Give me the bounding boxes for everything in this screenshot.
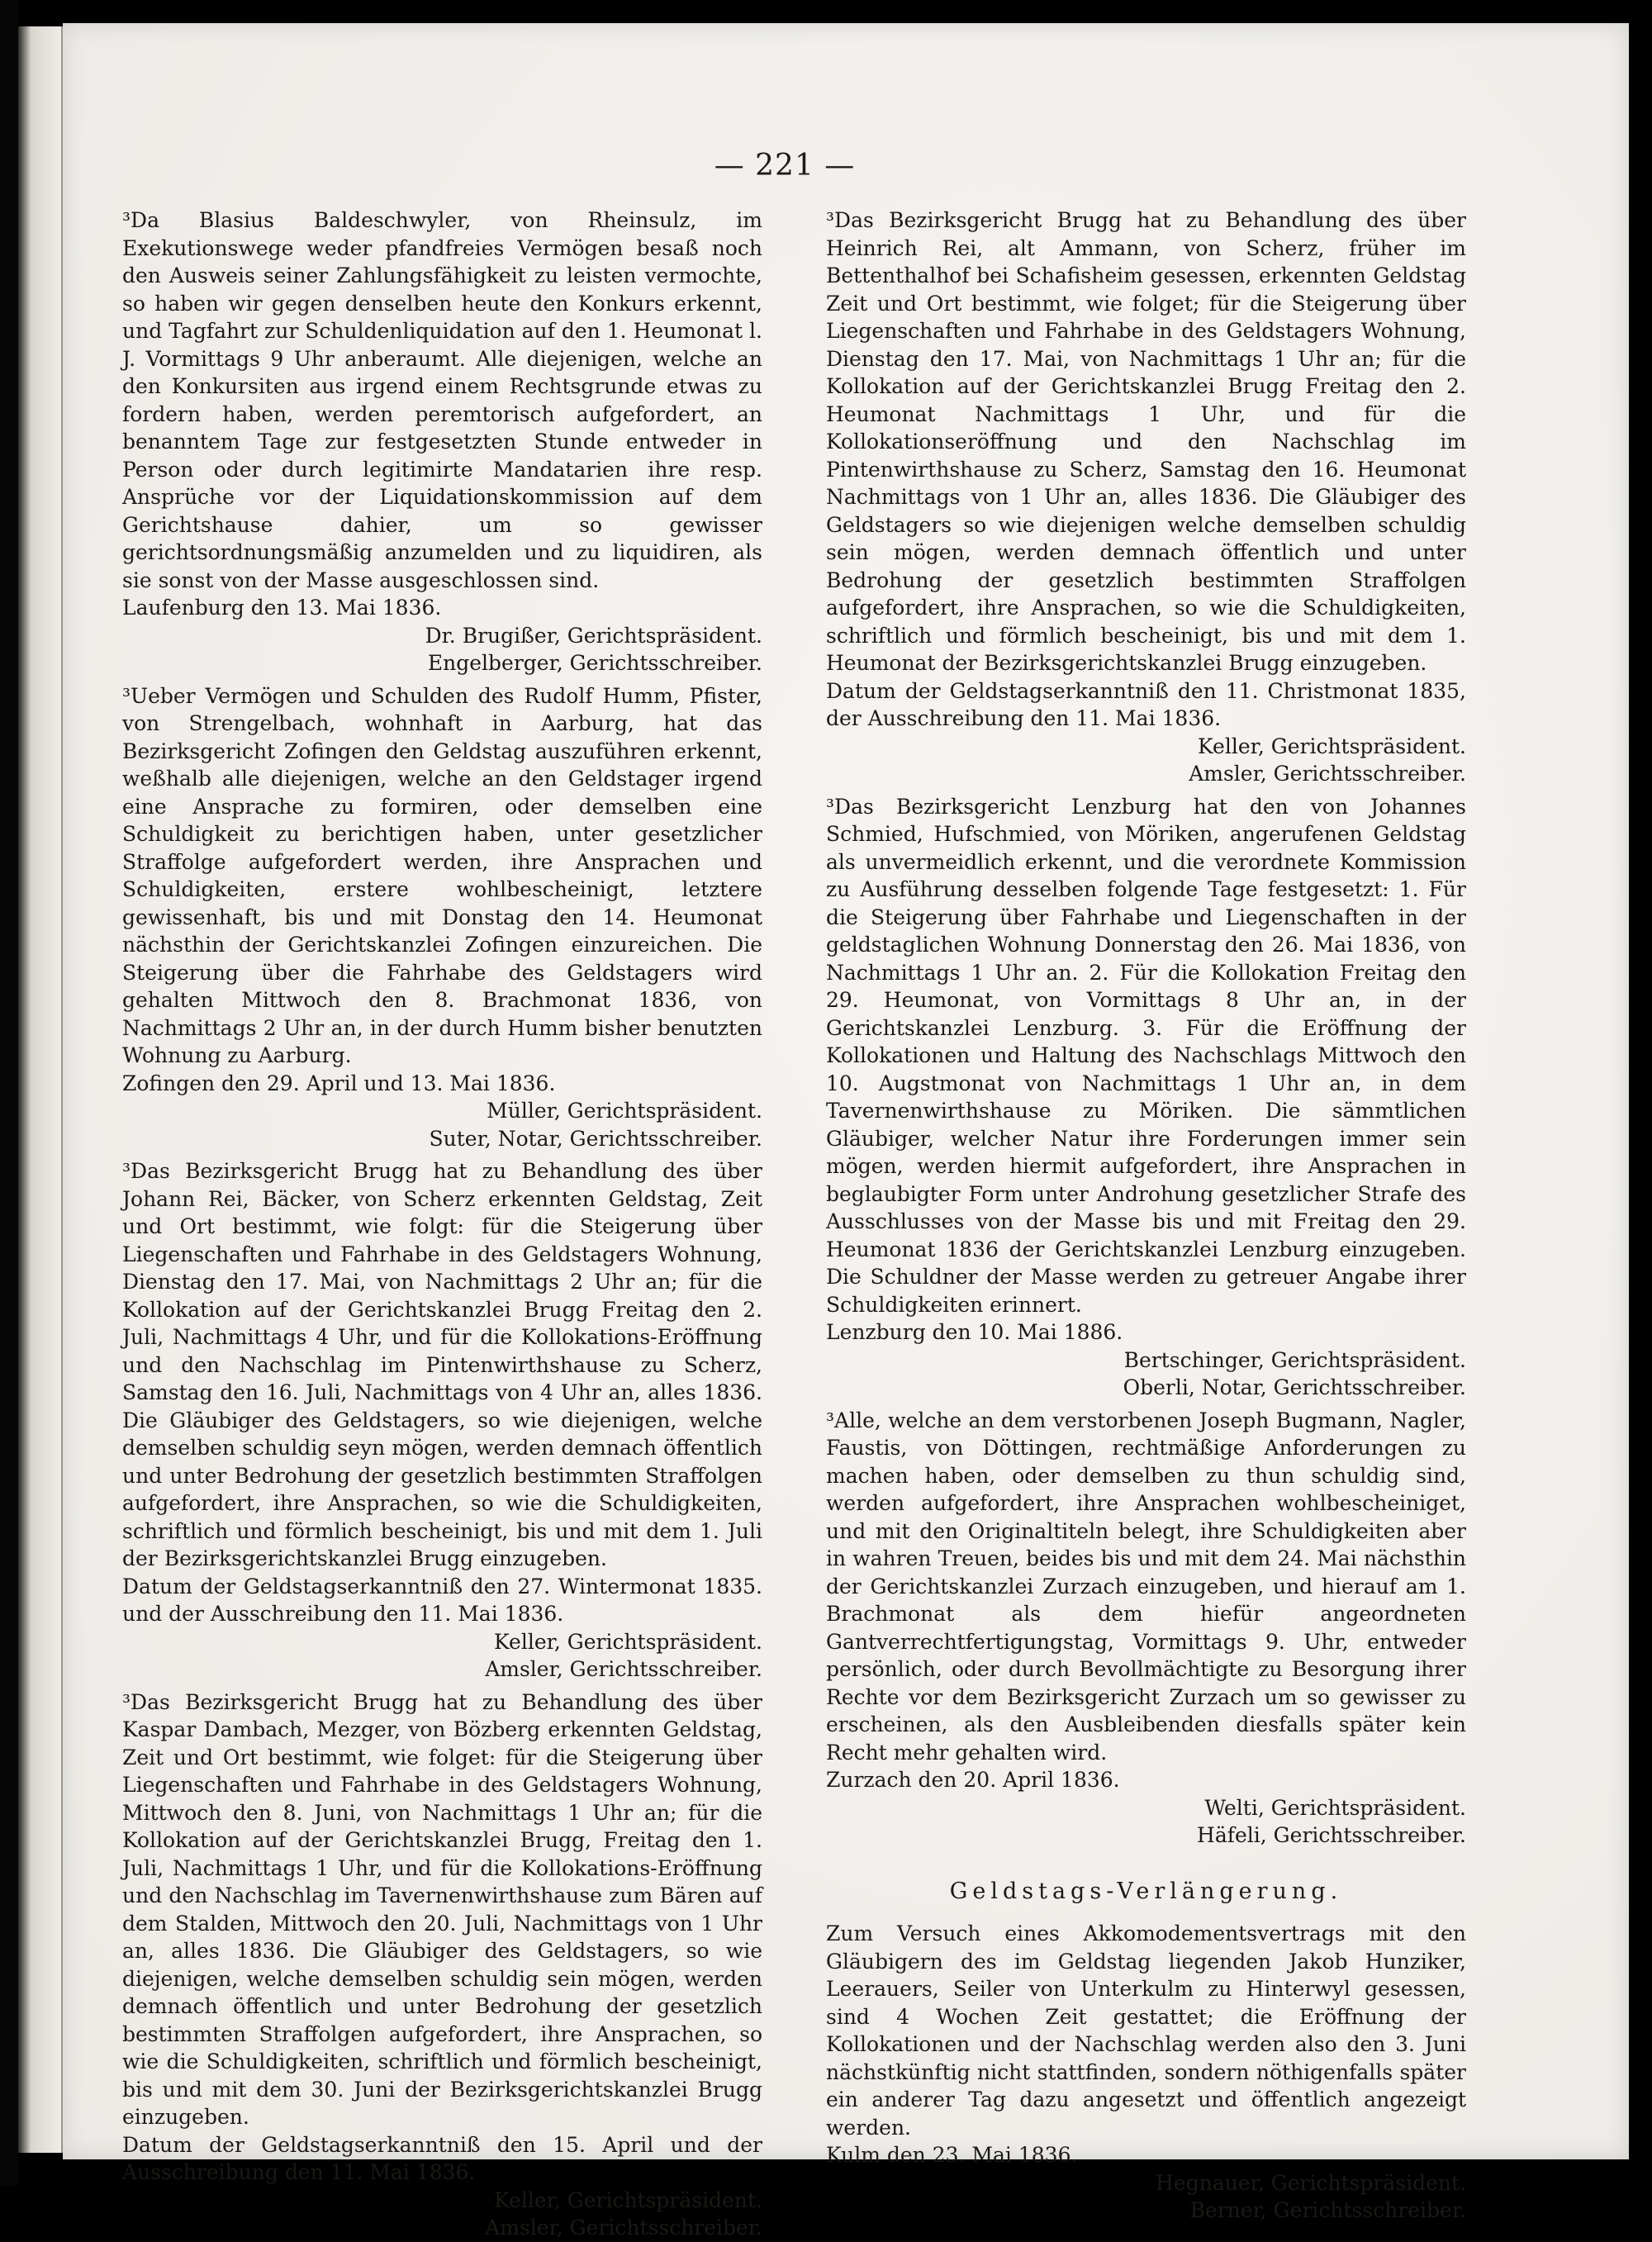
notice-date: Zofingen den 29. April und 13. Mai 1836. [122, 1071, 556, 1095]
notice [826, 793, 1466, 1402]
notice [826, 1407, 1466, 1850]
signature-president: Müller, Gerichtspräsident. [487, 1099, 762, 1123]
notice-text: ³Alle, welche an dem verstorbenen Joseph Bugmann, Nagler, Faustis, von Döttingen, rechtmäßige Anforderungen zu machen haben, oder demselben zu thun schuldig sind, werden aufgefordert, ihre Ansprachen wohlbescheiniget, und mit den Originaltiteln belegt, ihre Schuldigkeiten aber in wahren Treuen, beides bis und mit dem 24. Mai nächsthin der Gerichtskanzlei Zurzach einzugeben, und hierauf am 1. Brachmonat als dem hiefür angeordneten Gantverrechtfertigungstag, Vormittags 9. Uhr, entweder persönlich, oder durch Bevollmächtigte zu Besorgung ihrer Rechte vor dem Bezirksgericht Zurzach um so gewisser zu erscheinen, als den Ausbleibenden diesfalls später kein Recht mehr gehalten wird. [826, 1408, 1466, 1765]
section-heading: Geldstags-Verlängerung. [949, 1878, 1343, 1904]
previous-page-edge [18, 26, 63, 2153]
notice [122, 682, 762, 1153]
notice-date: Datum der Geldstagserkanntniß den 11. Christmonat 1835, der Ausschreibung den 11. Mai 1836. [826, 678, 1466, 730]
signature-clerk: Amsler, Gerichtsschreiber. [1189, 762, 1466, 786]
right-column [826, 207, 1466, 2225]
notice [122, 1689, 762, 2242]
notice-text: ³Das Bezirksgericht Brugg hat zu Behandlung des über Heinrich Rei, alt Ammann, von Scherz, früher im Bettenthalhof bei Schafisheim gesessen, erkennten Geldstag Zeit und Ort bestimmt, wie folget; für die Steigerung über Liegenschaften und Fahrhabe in des Geldstagers Wohnung, Dienstag den 17. Mai, von Nachmittags 1 Uhr an; für die Kollokation auf der Gerichtskanzlei Brugg Freitag den 2. Heumonat Nachmittags 1 Uhr, und für die Kollokationseröffnung und den Nachschlag im Pintenwirthshause zu Scherz, Samstag den 16. Heumonat Nachmittags von 1 Uhr an, alles 1836. Die Gläubiger des Geldstagers so wie diejenigen welche demselben schuldig sein mögen, werden demnach öffentlich und unter Bedrohung der gesetzlich bestimmten Straffolgen aufgefordert, ihre Ansprachen, so wie die Schuldigkeiten, schriftlich und förmlich bescheinigt, bis und mit dem 1. Heumonat der Bezirksgerichtskanzlei Brugg einzugeben. [826, 208, 1466, 675]
scan-border [0, 0, 18, 2186]
signature-clerk: Engelberger, Gerichtsschreiber. [427, 651, 762, 675]
notice-date: Laufenburg den 13. Mai 1836. [122, 596, 442, 620]
notice-date: Datum der Geldstagserkanntniß den 27. Wintermonat 1835. und der Ausschreibung den 11. Mai 1836. [122, 1574, 762, 1626]
signature-president: Hegnauer, Gerichtspräsident. [1156, 2170, 1466, 2195]
notice [122, 1157, 762, 1684]
signature-president: Keller, Gerichtspräsident. [1198, 734, 1466, 758]
notice-text: ³Ueber Vermögen und Schulden des Rudolf Humm, Pfister, von Strengelbach, wohnhaft in Aarburg, hat das Bezirksgericht Zofingen den Geldstag auszuführen erkennt, weßhalb alle diejenigen, welche an den Geldstager irgend eine Ansprache zu formiren, oder demselben eine Schuldigkeit zu berichtigen haben, unter gesetzlicher Straffolge aufgefordert werden, ihre Ansprachen und Schuldigkeiten, erstere wohlbescheinigt, letztere gewissenhaft, bis und mit Donstag den 14. Heumonat nächsthin der Gerichtskanzlei Zofingen einzureichen. Die Steigerung über die Fahrhabe des Geldstagers wird gehalten Mittwoch den 8. Brachmonat 1836, von Nachmittags 2 Uhr an, in der durch Humm bisher benutzten Wohnung zu Aarburg. [122, 683, 762, 1067]
signature-president: Welti, Gerichtspräsident. [1204, 1795, 1466, 1820]
notice-date: Zurzach den 20. April 1836. [826, 1768, 1120, 1792]
notice-date: Lenzburg den 10. Mai 1886. [826, 1320, 1123, 1344]
notice-text: ³Da Blasius Baldeschwyler, von Rheinsulz, im Exekutionswege weder pfandfreies Vermögen besaß noch den Ausweis seiner Zahlungsfähigkeit zu leisten vermochte, so haben wir gegen denselben heute den Konkurs erkennt, und Tagfahrt zur Schuldenliquidation auf den 1. Heumonat l. J. Vormittags 9 Uhr anberaumt. Alle diejenigen, welche an den Konkursiten aus irgend einem Rechtsgrunde etwas zu fordern haben, werden peremtorisch aufgefordert, an benanntem Tage zur festgesetzten Stunde entweder in Person oder durch legitimirte Mandatarien ihre resp. Ansprüche vor der Liquidationskommission auf dem Gerichtshause dahier, um so gewisser gerichtsordnungsmäßig anzumelden und zu liquidiren, als sie sonst von der Masse ausgeschlossen sind. [122, 208, 762, 592]
signature-clerk: Häfeli, Gerichtsschreiber. [1197, 1823, 1466, 1847]
signature-clerk: Oberli, Notar, Gerichtsschreiber. [1123, 1375, 1466, 1399]
signature-clerk: Amsler, Gerichtsschreiber. [485, 2216, 762, 2240]
signature-clerk: Amsler, Gerichtsschreiber. [485, 1657, 762, 1681]
notice [826, 207, 1466, 788]
notice [122, 207, 762, 677]
signature-president: Bertschinger, Gerichtspräsident. [1123, 1347, 1466, 1372]
notice-text: ³Das Bezirksgericht Brugg hat zu Behandlung des über Kaspar Dambach, Mezger, von Bözberg erkennten Geldstag, Zeit und Ort bestimmt, wie folget: für die Steigerung über Liegenschaften und Fahrhabe in des Geldstagers Wohnung, Mittwoch den 8. Juni, von Nachmittags 1 Uhr an; für die Kollokation auf der Gerichtskanzlei Brugg, Freitag den 1. Juli, Nachmittags 1 Uhr, und für die Kollokations-Eröffnung und den Nachschlag im Tavernenwirthshause zum Bären auf dem Stalden, Mittwoch den 20. Juli, Nachmittags von 1 Uhr an, alles 1836. Die Gläubiger des Geldstagers, so wie diejenigen, welche demselben schuldig sein mögen, werden demnach öffentlich und unter Bedrohung der gesetzlich bestimmten Straffolgen aufgefordert, ihre Ansprachen, so wie die Schuldigkeiten, schriftlich und förmlich bescheinigt, bis und mit dem 30. Juni der Bezirksgerichtskanzlei Brugg einzugeben. [122, 1689, 762, 2129]
notice-date: Kulm den 23. Mai 1836. [826, 2143, 1078, 2167]
signature-clerk: Berner, Gerichtsschreiber. [1189, 2198, 1466, 2222]
signature-president: Keller, Gerichtspräsident. [494, 2187, 762, 2212]
notice-text: Zum Versuch eines Akkomodementsvertrags mit den Gläubigern des im Geldstag liegenden Jakob Hunziker, Leerauers, Seiler von Unterkulm zu Hinterwyl gesessen, sind 4 Wochen Zeit gestattet; die Eröffnung der Kollokationen und der Nachschlag werden also den 3. Juni nächstkünftig nicht stattfinden, sondern nöthigenfalls später ein anderer Tag dazu angesetzt und öffentlich angezeigt werden. [826, 1921, 1466, 2140]
notice-text: ³Das Bezirksgericht Lenzburg hat den von Johannes Schmied, Hufschmied, von Möriken, angerufenen Geldstag als unvermeidlich erkennt, und die verordnete Kommission zu Ausführung desselben folgende Tage festgesetzt: 1. Für die Steigerung über Fahrhabe und Liegenschaften in der geldstaglichen Wohnung Donnerstag den 26. Mai 1836, von Nachmittags 1 Uhr an. 2. Für die Kollokation Freitag den 29. Heumonat, von Vormittags 8 Uhr an, in der Gerichtskanzlei Lenzburg. 3. Für die Eröffnung der Kollokationen und Haltung des Nachschlags Mittwoch den 10. Augstmonat von Nachmittags 1 Uhr an, in dem Tavernenwirthshause zu Möriken. Die sämmtlichen Gläubiger, welcher Natur ihre Forderungen immer sein mögen, werden hiermit aufgefordert, ihre Ansprachen in beglaubigter Form unter Androhung gesetzlicher Strafe des Ausschlusses von der Masse bis und mit Freitag den 29. Heumonat 1836 der Gerichtskanzlei Lenzburg einzugeben. Die Schuldner der Masse werden zu getreuer Angabe ihrer Schuldigkeiten erinnert. [826, 794, 1466, 1317]
page-number: — 221 — [714, 149, 856, 183]
signature-president: Dr. Brugißer, Gerichtspräsident. [425, 623, 762, 648]
notice-text: ³Das Bezirksgericht Brugg hat zu Behandlung des über Johann Rei, Bäcker, von Scherz erkennten Geldstag, Zeit und Ort bestimmt, wie folgt: für die Steigerung über Liegenschaften und Fahrhabe in des Geldstagers Wohnung, Dienstag den 17. Mai, von Nachmittags 2 Uhr an; für die Kollokation auf der Gerichtskanzlei Brugg Freitag den 2. Juli, Nachmittags 4 Uhr, und für die Kollokations-Eröffnung und den Nachschlag im Pintenwirthshause zu Scherz, Samstag den 16. Juli, Nachmittags von 4 Uhr an, alles 1836. Die Gläubiger des Geldstagers, so wie diejenigen, welche demselben schuldig seyn mögen, werden demnach öffentlich und unter Bedrohung der gesetzlich bestimmten Straffolgen aufgefordert, ihre Ansprachen, so wie die Schuldigkeiten, schriftlich und förmlich bescheinigt, bis und mit dem 1. Juli der Bezirksgerichtskanzlei Brugg einzugeben. [122, 1159, 762, 1570]
signature-clerk: Suter, Notar, Gerichtsschreiber. [429, 1126, 762, 1151]
notice [826, 1920, 1466, 2225]
signature-president: Keller, Gerichtspräsident. [494, 1629, 762, 1654]
notice-date: Datum der Geldstagserkanntniß den 15. April und der Ausschreibung den 11. Mai 1836. [122, 2132, 762, 2184]
left-column [122, 207, 762, 2242]
